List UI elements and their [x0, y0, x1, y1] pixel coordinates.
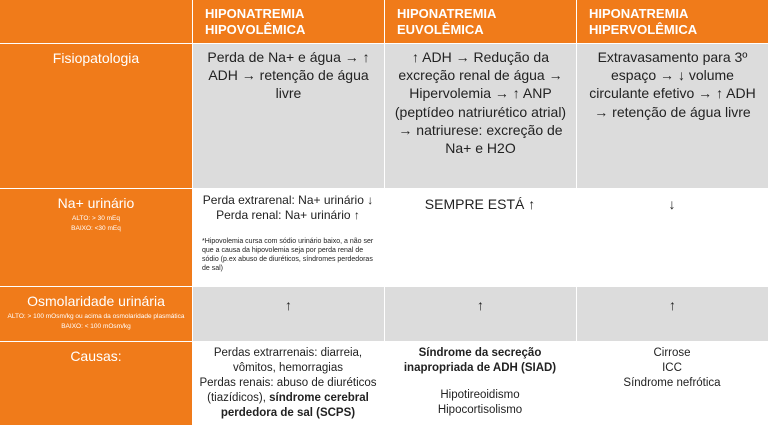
na-line: Perda renal: Na+ urinário ↑	[216, 208, 360, 222]
cause-line: Hipocortisolismo	[437, 403, 523, 416]
causas-hipovolemica	[192, 341, 384, 425]
up-arrow-icon: ↑	[669, 297, 676, 313]
header-euvolemica: HIPONATREMIA EUVOLÊMICA	[384, 0, 576, 43]
row-subtitle: BAIXO: <30 mEq	[71, 224, 121, 232]
row-label-causas	[0, 341, 192, 425]
fisiopatologia-hipovolemica: Perda de Na+ e água → ↑ ADH → retenção de água livre	[192, 43, 384, 188]
down-arrow-icon: ↓	[668, 196, 676, 212]
osmolaridade-hipovolemica	[192, 286, 384, 341]
row-subtitle: ALTO: > 100 mOsm/kg ou acima da osmolaridade plasmática	[7, 312, 185, 320]
fisiopatologia-euvolemica: ↑ ADH → Redução da excreção renal de água → Hipervolemia → ↑ ANP (peptídeo natriurético atrial) → natriurese: excreção de Na+ e H2O	[384, 43, 576, 188]
row-title: Osmolaridade urinária	[27, 293, 165, 309]
header-hipovolemica: HIPONATREMIA HIPOVOLÊMICA	[192, 0, 384, 43]
na-urinario-euvolemica	[384, 188, 576, 286]
up-arrow-icon: ↑	[477, 297, 484, 313]
na-urinario-hipovolemica	[192, 188, 384, 286]
row-subtitle: ALTO: > 30 mEq	[72, 214, 120, 222]
osmolaridade-hipervolemica	[576, 286, 768, 341]
header-empty-cell	[0, 0, 192, 43]
cause-line: Perdas renais: abuso de diuréticos (tiazídicos), síndrome cerebral perdedora de sal (SCPS)	[199, 376, 377, 419]
na-line: Perda extrarenal: Na+ urinário ↓	[202, 193, 374, 207]
row-subtitle: BAIXO: < 100 mOsm/kg	[61, 322, 131, 330]
hipovolemia-footnote: *Hipovolemia cursa com sódio urinário baixo, a não ser que a causa da hipovolemia seja por perda renal de sódio (p.ex abuso de diuréticos, síndromes perdedoras de sal)	[202, 238, 374, 273]
row-title: Fisiopatologia	[52, 50, 140, 66]
row-label-na-urinario	[0, 188, 192, 286]
cause-bold: Síndrome da secreção inapropriada de ADH (SIAD)	[403, 347, 557, 374]
row-title: Na+ urinário	[57, 195, 135, 211]
cause-line: Hipotireoidismo	[440, 388, 520, 401]
cause-line: Síndrome nefrótica	[623, 376, 721, 389]
header-hipervolemica: HIPONATREMIA HIPERVOLÊMICA	[576, 0, 768, 43]
cause-line: ICC	[662, 361, 682, 374]
fisiopatologia-hipervolemica: Extravasamento para 3º espaço → ↓ volume circulante efetivo → ↑ ADH → retenção de água livre	[576, 43, 768, 188]
up-arrow-icon: ↑	[285, 297, 292, 313]
cause-line: Cirrose	[653, 347, 691, 359]
osmolaridade-euvolemica	[384, 286, 576, 341]
causas-euvolemica	[384, 341, 576, 425]
na-urinario-hipervolemica	[576, 188, 768, 286]
row-label-osmolaridade	[0, 286, 192, 341]
na-value: SEMPRE ESTÁ ↑	[424, 196, 536, 212]
cause-bold: síndrome cerebral perdedora de sal (SCPS)	[220, 391, 369, 419]
row-label-fisiopatologia	[0, 43, 192, 188]
cause-line: Perdas extrarrenais: diarreia, vômitos, hemorragias	[213, 347, 363, 374]
row-title: Causas:	[70, 348, 122, 364]
causas-hipervolemica	[576, 341, 768, 425]
